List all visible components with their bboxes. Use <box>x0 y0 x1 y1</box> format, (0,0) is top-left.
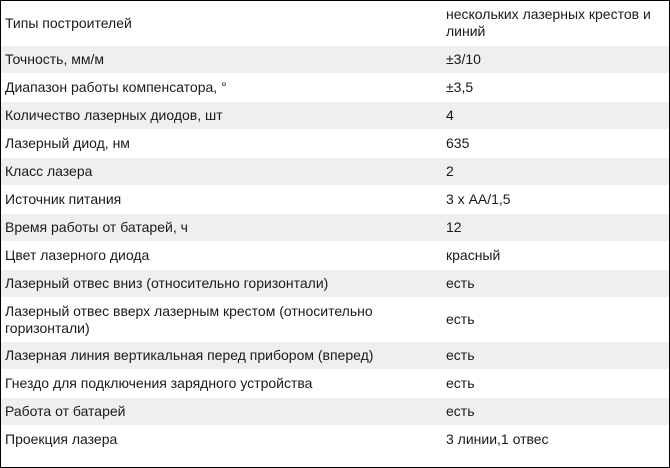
spec-label: Лазерный отвес вниз (относительно горизонтали) <box>5 275 329 291</box>
table-row <box>1 129 669 157</box>
spec-value: нескольких лазерных крестов и линий <box>446 6 651 39</box>
table-row <box>1 269 669 297</box>
table-row <box>1 297 669 341</box>
spec-label: Проекция лазера <box>5 431 118 447</box>
spec-label: Количество лазерных диодов, шт <box>5 107 223 123</box>
spec-label: Работа от батарей <box>5 403 126 419</box>
spec-label: Лазерный диод, нм <box>5 135 130 151</box>
spec-value: есть <box>446 403 475 419</box>
table-row <box>1 73 669 101</box>
spec-label: Лазерный отвес вверх лазерным крестом (относительно горизонтали) <box>5 302 373 336</box>
spec-value: 12 <box>446 219 462 235</box>
table-row <box>1 241 669 269</box>
spec-value: есть <box>446 347 475 363</box>
table-row <box>1 341 669 369</box>
spec-value: 3 х АА/1,5 <box>446 191 511 207</box>
spec-value: 4 <box>446 107 454 123</box>
spec-value: есть <box>446 275 475 291</box>
spec-label: Класс лазера <box>5 163 93 179</box>
spec-label: Точность, мм/м <box>5 51 104 67</box>
spec-label: Типы построителей <box>5 14 132 31</box>
table-row <box>1 185 669 213</box>
spec-label: Цвет лазерного диода <box>5 247 150 263</box>
spec-value: есть <box>446 375 475 391</box>
table-row <box>1 101 669 129</box>
spec-label: Источник питания <box>5 191 122 207</box>
table-row <box>1 157 669 185</box>
spec-value: ±3,5 <box>446 79 474 95</box>
spec-label: Время работы от батарей, ч <box>5 219 188 235</box>
table-row <box>1 45 669 73</box>
spec-value: красный <box>446 247 501 263</box>
spec-value: есть <box>446 311 475 327</box>
table-row <box>1 397 669 425</box>
spec-label: Диапазон работы компенсатора, ° <box>5 79 227 95</box>
table-row <box>1 213 669 241</box>
spec-label: Гнездо для подключения зарядного устройства <box>5 375 313 391</box>
spec-value: 3 линии,1 отвес <box>446 431 549 447</box>
table-row <box>1 369 669 397</box>
table-row <box>1 425 669 453</box>
spec-value: 635 <box>446 135 470 151</box>
table-row <box>1 1 669 45</box>
spec-value: 2 <box>446 163 454 179</box>
spec-value: ±3/10 <box>446 51 481 67</box>
spec-label: Лазерная линия вертикальная перед прибором (вперед) <box>5 347 374 363</box>
